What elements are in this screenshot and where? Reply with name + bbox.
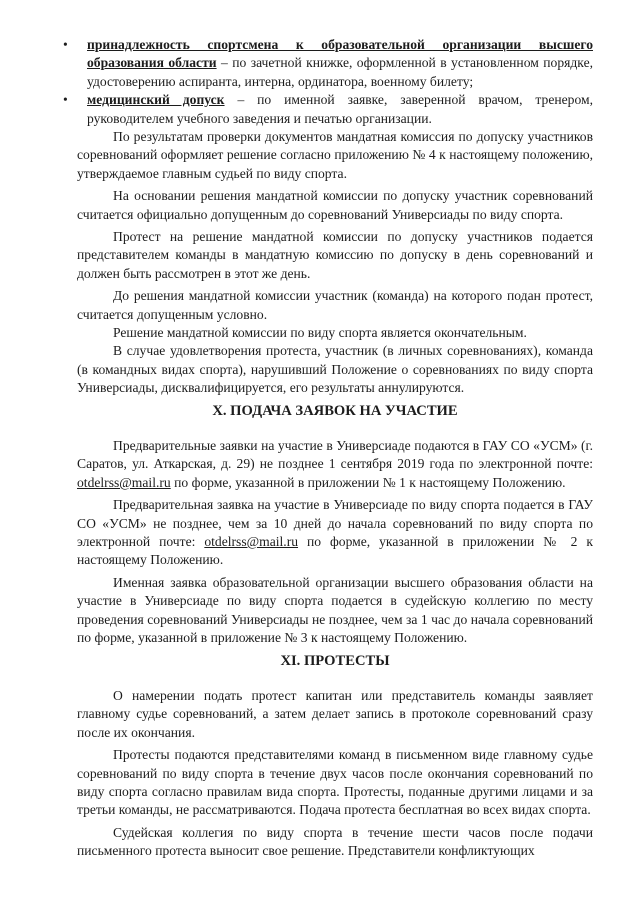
email-link[interactable]: otdelrss@mail.ru: [204, 534, 299, 550]
paragraph: В случае удовлетворения протеста, участник (в личных соревнованиях), команда (в командных видах спорта), нарушивший Положение о соревнованиях по виду спорта Универсиады, дисквалифицируется, его результаты аннулируются.: [77, 343, 593, 396]
section-11: [77, 652, 593, 861]
bullet-text: – по зачетной книжке, оформленной в установленном порядке, удостоверению аспиранта, интерна, ординатора, военному билету;: [87, 55, 593, 89]
section-10: [77, 402, 593, 647]
bullet-dot-icon: •: [63, 37, 68, 52]
paragraph: По результатам проверки документов мандатная комиссия по допуску участников соревнований оформляет решение согласно приложению № 4 к настоящему положению, утверждаемое главным судьей по виду спорта.: [77, 129, 593, 181]
paragraph-text: Предварительная заявка на участие в Универсиаде по виду спорта подается в ГАУ СО «УСМ» не позднее, чем за 10 дней до начала соревнований по виду спорта по электронной почте:: [77, 497, 593, 550]
paragraph-text: по форме, указанной в приложении № 1 к настоящему Положению.: [170, 474, 566, 490]
paragraph: О намерении подать протест капитан или представитель команды заявляет главному судье соревнований, а затем делает запись в протоколе соревнований сразу после их окончания.: [77, 688, 593, 740]
section-title: XI. ПРОТЕСТЫ: [280, 653, 390, 669]
paragraph: Протесты подаются представителями команд в письменном виде главному судье соревнований по виду спорта в течение двух часов после окончания соревнований по виду спорта согласно правилам вида спорта. Протесты, поданные другими лицами и за третьи команды, не рассматриваются. Подача протеста бесплатная во всех видах спорта.: [77, 747, 593, 818]
bullet-item-affiliation: [63, 36, 593, 91]
email-link[interactable]: otdelrss@mail.ru: [77, 474, 171, 490]
bullet-item-medical: [63, 91, 594, 128]
bullet-text: – по именной заявке, заверенной врачом, тренером, руководителем учебного заведения и печатью организации.: [87, 92, 594, 126]
paragraph: Решение мандатной комиссии по виду спорта является окончательным.: [113, 325, 527, 341]
section-title: X. ПОДАЧА ЗАЯВОК НА УЧАСТИЕ: [212, 403, 458, 419]
bullet-term: принадлежность спортсмена к образовательной организации высшего образования области: [87, 37, 593, 71]
bullet-list: [63, 36, 594, 128]
paragraph: До решения мандатной комиссии участник (команда) на которого подан протест, считается допущенным условно.: [77, 288, 593, 322]
paragraph: Протест на решение мандатной комиссии по допуску участников подается представителем команды в мандатную комиссию по допуску в день соревнований и должен быть рассмотрен в этот же день.: [77, 229, 593, 281]
paragraph: Именная заявка образовательной организации высшего образования области на участие в Универсиаде по виду спорта подается в судейскую коллегию по месту проведения соревнований Универсиады не позднее, чем за 1 час до начала соревнований по форме, указанной в приложение № 3 к настоящему Положению.: [77, 574, 593, 646]
bullet-term: медицинский допуск: [87, 92, 225, 108]
paragraph: [77, 496, 593, 570]
bullet-dot-icon: •: [63, 92, 68, 108]
paragraph: Судейская коллегия по виду спорта в течение шести часов после подачи письменного протеста выносит свое решение. Представители конфликтующих: [77, 824, 593, 859]
paragraph-text: Предварительные заявки на участие в Универсиаде подаются в ГАУ СО «УСМ» (г. Саратов, ул. Аткарская, д. 29) не позднее 1 сентября 2019 года по электронной почте:: [77, 438, 593, 472]
paragraph: [77, 437, 593, 492]
section-9-body: [77, 128, 593, 398]
paragraph: На основании решения мандатной комиссии по допуску участник соревнований считается официально допущенным до соревнований Универсиады по виду спорта.: [77, 188, 593, 222]
paragraph-text: по форме, указанной в приложении № 2 к настоящему Положению.: [77, 534, 593, 568]
